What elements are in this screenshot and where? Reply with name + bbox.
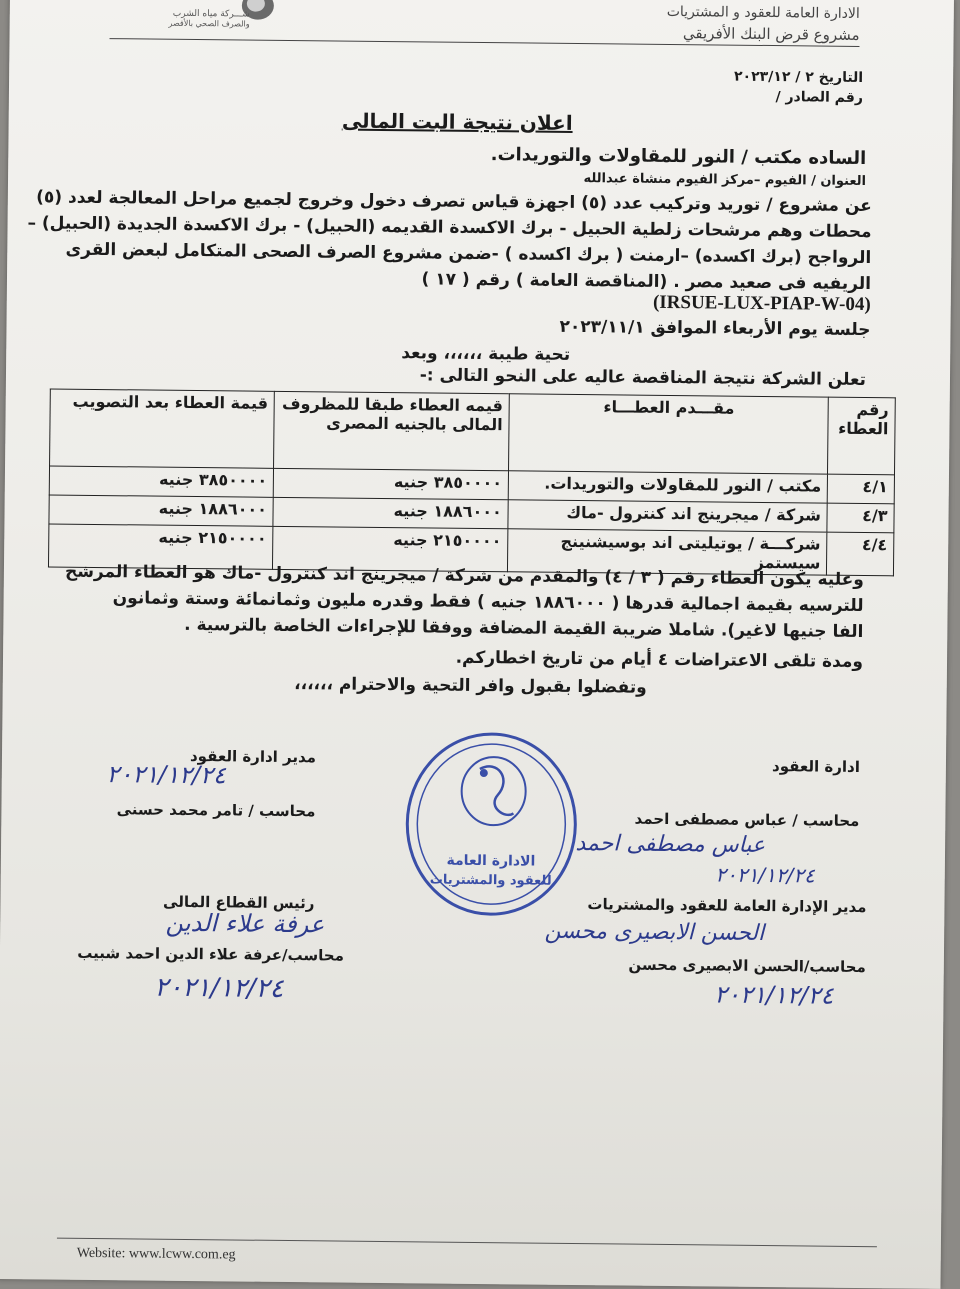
general-manager-date: ٢٠٢١/١٢/٢٤ bbox=[714, 980, 834, 1010]
addressee: الساده مكتب / النور للمقاولات والتوريدات. bbox=[490, 144, 867, 170]
greeting: تحية طيبة ،،،،،، وبعد bbox=[401, 343, 571, 365]
table-header-row bbox=[50, 389, 896, 475]
address: العنوان / الفيوم –مركز الفيوم منشاة عبدالله bbox=[583, 171, 867, 190]
contracts-accountant: محاسب / عباس مصطفى احمد bbox=[634, 809, 860, 830]
contracts-manager-date: ٢٠٢١/١٢/٢٤ bbox=[106, 760, 226, 790]
cell-envelope-value: ٢١٥٠٠٠٠ جنيه bbox=[273, 526, 508, 571]
announce: تعلن الشركة نتيجة المناقصة عاليه على النحو التالى :- bbox=[419, 365, 867, 391]
project-line-3: الرواجح (برك اكسده) –ارمنت ( برك اكسده ) -ضمن مشروع الصرف الصحى المتكامل لبعض القرى bbox=[65, 239, 872, 269]
tender-code: (IRSUE-LUX-PIAP-W-04) bbox=[652, 291, 871, 316]
finance-head-name: محاسب/عرفة علاء الدين احمد شبيب bbox=[77, 943, 345, 965]
page-title: اعلان نتيجة البت المالى bbox=[341, 108, 573, 135]
col-bidder: مقـــدم العطـــاء bbox=[509, 394, 829, 474]
cell-bid-no: ٤/١ bbox=[828, 474, 895, 504]
cell-bidder: شركة / ميجرينج اند كنترول -ماك bbox=[508, 500, 827, 532]
general-manager-title: مدير الإدارة العامة للعقود والمشتريات bbox=[587, 895, 867, 917]
cell-bid-no: ٤/٣ bbox=[827, 503, 894, 533]
org-line-1: الادارة العامة للعقود و المشتريات bbox=[666, 3, 860, 22]
cell-bid-no: ٤/٤ bbox=[827, 532, 894, 576]
result-line-1: وعليه يكون العطاء رقم ( ٣ / ٤) والمقدم من شركة / ميجرينج اند كنترول -ماك هو العطاء المرشح bbox=[64, 561, 864, 591]
contracts-manager-title: مدير ادارة العقود bbox=[189, 746, 317, 767]
contracts-signature: عباس مصطفى احمد bbox=[575, 831, 766, 859]
footer-rule bbox=[57, 1238, 877, 1248]
col-corrected-value: قيمة العطاء بعد التصويب bbox=[50, 389, 275, 468]
finance-head-signature: عرفة علاء الدين bbox=[165, 908, 325, 939]
footer-website: Website: www.lcww.com.eg bbox=[76, 1245, 236, 1263]
closing: وتفضلوا بقبول وافر التحية والاحترام ،،،،،، bbox=[294, 674, 647, 698]
cell-bidder: مكتب / النور للمقاولات والتوريدات. bbox=[508, 471, 827, 503]
session-date: جلسة يوم الأربعاء الموافق ٢٠٢٣/١١/١ bbox=[559, 316, 871, 341]
bids-table bbox=[48, 388, 896, 576]
logo-text-2: والصرف الصحي بالأقصر bbox=[168, 18, 250, 29]
stamp-text-2: للعقود والمشتريات bbox=[429, 872, 552, 889]
project-line-2: محطات وهم مرشحات زلطية الحبيل - برك الاكسدة القديمه (الحبيل) - برك الاكسدة الجديدة (الحبيل) – bbox=[27, 213, 872, 243]
cell-envelope-value: ٣٨٥٠٠٠٠ جنيه bbox=[274, 468, 509, 499]
contracts-manager-name: محاسب / تامر محمد حسنى bbox=[116, 800, 316, 821]
cell-bidder: شركـــة / يوتيليتى اند بوسيشنينج سيستمز bbox=[508, 529, 828, 575]
finance-head-title: رئيس القطاع المالى bbox=[163, 892, 315, 913]
general-manager-signature: الحسن الابصيرى محسن bbox=[544, 918, 765, 947]
org-line-2: مشروع قرض البنك الأفريقي bbox=[682, 24, 860, 44]
cell-corrected-value: ٢١٥٠٠٠٠ جنيه bbox=[48, 524, 273, 569]
col-bid-no: رقم العطاء bbox=[828, 397, 895, 475]
objections-period: ومدة تلقى الاعتراضات ٤ أيام من تاريخ اخطاركم. bbox=[455, 647, 864, 673]
ref-line: رقم الصادر / bbox=[775, 89, 864, 106]
logo-text-1: شـــركة مياه الشرب bbox=[172, 8, 250, 20]
contracts-dept-label: ادارة العقود bbox=[771, 757, 861, 776]
company-logo bbox=[130, 0, 280, 30]
project-line-1: عن مشروع / توريد وتركيب عدد (٥) اجهزة قياس تصرف دخول وخروج لجميع مراحل المعالجة لعدد (٥) bbox=[36, 187, 872, 217]
cell-corrected-value: ١٨٨٦٠٠٠ جنيه bbox=[49, 495, 274, 526]
result-line-3: الفا جنيها لاغير). شاملا ضريبة القيمة المضافة ووفقا للإجراءات الخاصة بالترسية . bbox=[184, 614, 864, 643]
date-line: التاريخ ٢ / ٢٠٢٣/١٢ bbox=[733, 68, 864, 86]
cell-envelope-value: ١٨٨٦٠٠٠ جنيه bbox=[273, 497, 508, 528]
cell-corrected-value: ٣٨٥٠٠٠٠ جنيه bbox=[49, 466, 274, 497]
official-stamp bbox=[400, 728, 582, 920]
result-line-2: للترسيه بقيمة اجمالية قدرها ( ١٨٨٦٠٠٠ جنيه ) فقط وقدره مليون وثمانمائة وستة وثمانون bbox=[112, 588, 864, 617]
col-envelope-value: قيمه العطاء طبقا للمظروف المالى بالجنيه المصرى bbox=[274, 391, 510, 470]
stamp-text-1: الادارة العامة bbox=[446, 852, 536, 870]
project-line-4: الريفيه فى صعيد مصر . (المناقصة العامة ) رقم ( ١٧ ) bbox=[421, 269, 872, 295]
contracts-sign-date: ٢٠٢١/١٢/٢٤ bbox=[715, 862, 815, 888]
finance-head-date: ٢٠٢١/١٢/٢٤ bbox=[154, 972, 284, 1004]
general-manager-name: محاسب/الحسن الابصيرى محسن bbox=[628, 955, 866, 977]
